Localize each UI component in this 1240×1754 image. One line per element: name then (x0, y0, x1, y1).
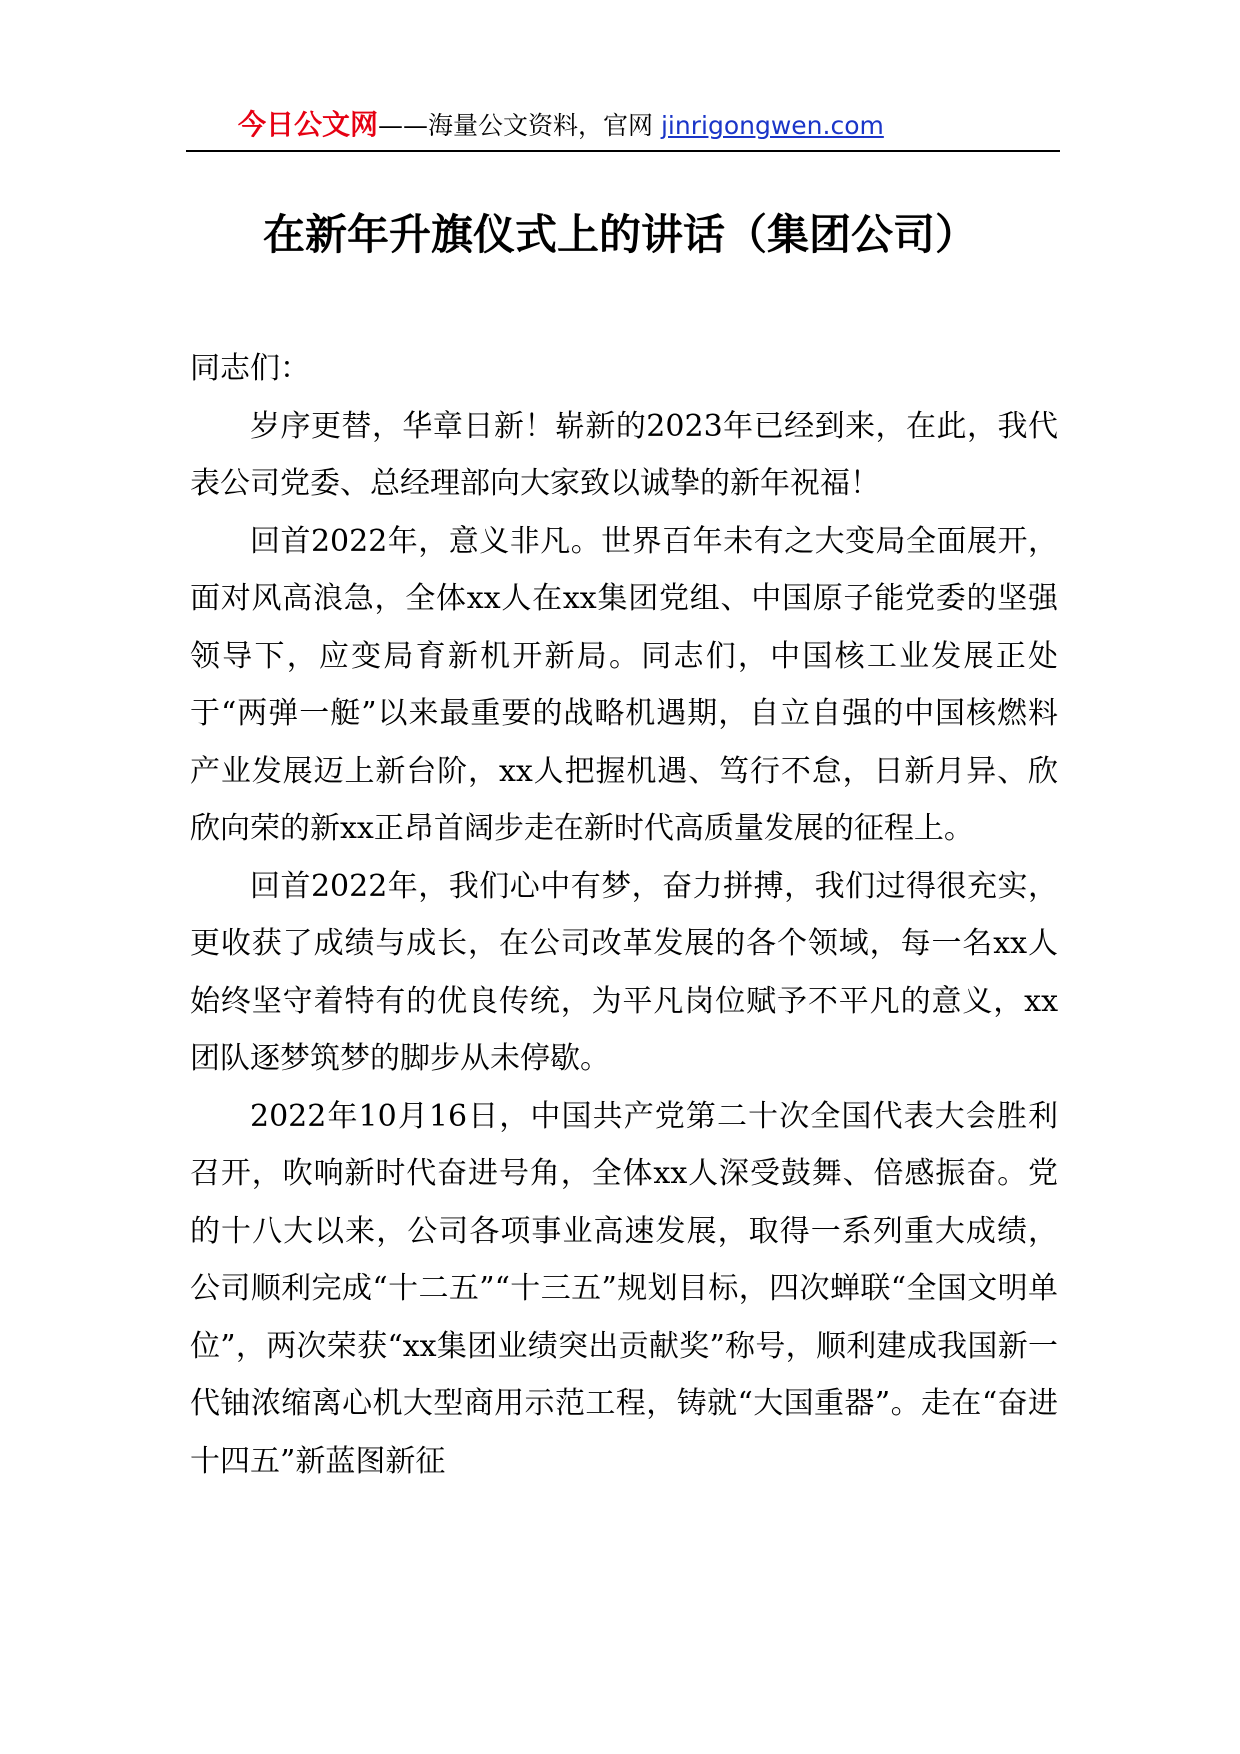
salutation: 同志们： (190, 351, 310, 386)
paragraph: 回首2022年，意义非凡。世界百年未有之大变局全面展开，面对风高浪急，全体xx人在xx集团党组、中国原子能党委的坚强领导下，应变局育新机开新局。同志们，中国核工业发展正处于“两弹一艇”以来最重要的战略机遇期，自立自强的中国核燃料产业发展迈上新台阶，xx人把握机遇、笃行不怠，日新月异、欣欣向荣的新xx正昂首阔步走在新时代高质量发展的征程上。 (190, 523, 1058, 846)
document-title: 在新年升旗仪式上的讲话（集团公司） (262, 210, 977, 259)
header-tagline: ——海量公文资料，官网 (378, 111, 654, 140)
paragraph: 回首2022年，我们心中有梦，奋力拼搏，我们过得很充实，更收获了成绩与成长，在公司改革发展的各个领域，每一名xx人始终坚守着特有的优良传统，为平凡岗位赋予不平凡的意义，xx团队逐梦筑梦的脚步从未停歇。 (190, 868, 1058, 1076)
site-link[interactable]: jinrigongwen.com (660, 111, 884, 140)
page-header (186, 102, 1060, 152)
paragraph: 岁序更替，华章日新！崭新的2023年已经到来，在此，我代表公司党委、总经理部向大家致以诚挚的新年祝福！ (190, 408, 1058, 501)
brand-logo-text: 今日公文网 (238, 108, 379, 141)
paragraph: 2022年10月16日，中国共产党第二十次全国代表大会胜利召开，吹响新时代奋进号角，全体xx人深受鼓舞、倍感振奋。党的十八大以来，公司各项事业高速发展，取得一系列重大成绩，公司顺利完成“十二五”“十三五”规划目标，四次蝉联“全国文明单位”，两次荣获“xx集团业绩突出贡献奖”称号，顺利建成我国新一代铀浓缩离心机大型商用示范工程，铸就“大国重器”。走在“奋进十四五”新蓝图新征 (190, 1098, 1058, 1479)
header-banner (238, 108, 884, 143)
document-body (190, 340, 1058, 1490)
